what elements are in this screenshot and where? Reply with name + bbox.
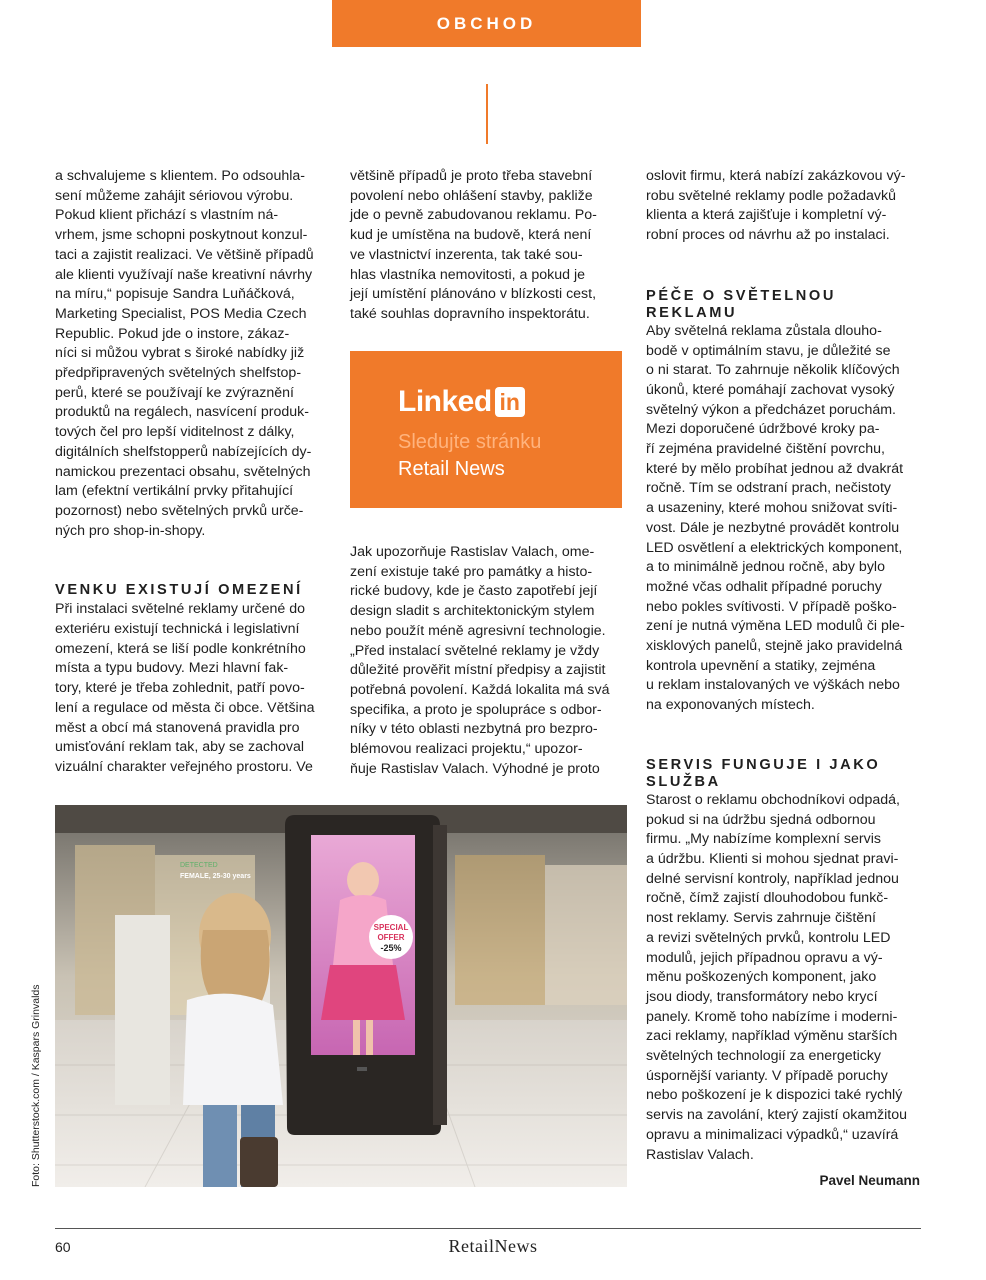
magazine-logo: RetailNews: [448, 1236, 538, 1256]
paragraph: Starost o reklamu obchodníkovi odpadá, pokud si na údržbu sjedná odbornou firmu. „My nabízíme komplexní servis a údržbu. Klienti si mohou sjednat pravi- delné servisní kontroly, například jednou ročně, čímž zajistí dlouhodobou funkč- nost reklamy. Servis zahrnuje čištění a revizi světelných prvků, kontrolu LED modulů, jejich případnou opravu a vý- měnu poškozených komponent, jako jsou diody, transformátory nebo krycí panely. Kromě toho nabízíme i moderni- zaci reklamy, například výměnu starších světelných technologií za energeticky úspornější varianty. V případě poruchy nebo poškození je k dispozici také rychlý servis na zavolání, který zajistí okamžitou opravu a minimalizaci výpadků,“ uzavírá Rastislav Valach.: [646, 791, 907, 1163]
paragraph: většině případů je proto třeba stavební povolení nebo ohlášení stavby, pakliže jde o pevně zabudovanou reklamu. Po- kud je umístěna na budově, která není ve vlastnictví inzerenta, tak také sou- hlas vlastníka nemovitosti, a pokud je její umístění plánováno v blízkosti cest, také souhlas dopravního inspektorátu.: [350, 168, 597, 322]
section-heading: SERVIS FUNGUJE I JAKO SLUŽBA: [646, 756, 881, 790]
badge-line-3: -25%: [380, 943, 402, 953]
detected-label: DETECTED: [180, 862, 218, 869]
linkedin-icon: in: [495, 387, 525, 417]
section-heading: VENKU EXISTUJÍ OMEZENÍ: [55, 582, 303, 599]
article-column-1: [55, 167, 335, 778]
linkedin-word: Linked: [398, 385, 492, 418]
photo-credit: Foto: Shutterstock.com / Kaspars Grinvalds: [30, 984, 42, 1187]
paragraph: Při instalaci světelné reklamy určené do exteriéru existují technická i legislativní omezení, která se liší podle konkrétního místa a typu budovy. Mezi hlavní fak- tory, které je třeba zohlednit, patří povo- lení a regulace od města či obce. Většina měst a obcí má stanovená pravidla pro umisťování reklam tak, aby se zachoval vizuální charakter veřejného prostoru. Ve: [55, 601, 315, 775]
section-banner: [332, 0, 641, 47]
paragraph: a schvalujeme s klientem. Po odsouhla- sení můžeme zahájit sériovou výrobu. Pokud klient přichází s vlastním ná- vrhem, jsme schopni poskytnout konzul- taci a zajistit realizaci. Ve většině případů ale klienti využívají naše kreativní návrhy na míru,“ popisuje Sandra Luňáčková, Marketing Specialist, POS Media Czech Republic. Pokud jde o instore, zákaz- níci si můžou vybrat s široké nabídky již předpřipravených světelných shelfstop- perů, které se používají ke zvýraznění produktů na regálech, nasvícení produk- tových čel pro lepší viditelnost z dálky, digitálních shelfstopperů nabízejících dy- namickou prezentaci obsahu, světelných lam (efektní vertikální prvky přitahující pozornost) nebo světelných prvků urče- ných pro shop-in-shopy.: [55, 168, 314, 539]
promo-follow-text: Sledujte stránku: [398, 431, 542, 453]
paragraph: Jak upozorňuje Rastislav Valach, ome- zení existuje také pro památky a histo- rické budovy, kde je často zapotřebí její design sladit s architektonickým stylem nebo použít méně agresivní technologie. „Před instalací světelné reklamy je vždy důležité prověřit místní předpisy a zajistit potřebná povolení. Každá lokalita má svá specifika, a proto je spolupráce s odbor- níky v této oblasti nezbytná pro bezpro- blémovou realizaci projektu,“ upozor- ňuje Rastislav Valach. Výhodné je proto: [350, 544, 610, 777]
page-number: 60: [55, 1239, 71, 1255]
paragraph: Aby světelná reklama zůstala dlouho- bodě v optimálním stavu, je důležité se o ni starat. To zahrnuje několik klíčových úkonů, které pomáhají zachovat vysoký světelný výkon a předcházet poruchám. Mezi doporučené údržbové kroky pa- ří zejména pravidelné čištění povrchu, které by mělo probíhat jednou až dvakrát ročně. Tím se odstraní prach, nečistoty a usazeniny, které mohou snižovat svíti- vost. Dále je nezbytné provádět kontrolu LED osvětlení a elektrických komponent, a to minimálně jednou ročně, aby bylo možné včas odhalit případné poruchy nebo pokles svítivosti. V případě poško- zení je nutná výměna LED modulů či ple- xisklových panelů, stejně jako pravidelná kontrola upevnění a statiky, zejména u reklam instalovaných ve výškách nebo na exponovaných místech.: [646, 322, 905, 714]
article-column-2: [350, 167, 630, 325]
section-heading: PÉČE O SVĚTELNOU REKLAMU: [646, 287, 836, 321]
badge-line-2: OFFER: [377, 933, 405, 942]
linkedin-promo[interactable]: [350, 351, 622, 508]
article-photo: [55, 805, 627, 1187]
footer-rule: [55, 1228, 921, 1229]
article-column-2-continued: [350, 543, 630, 779]
article-column-3: [646, 167, 926, 1165]
section-label: OBCHOD: [436, 13, 537, 33]
detected-value: FEMALE, 25-30 years: [180, 873, 251, 880]
divider-line: [486, 84, 488, 144]
paragraph: oslovit firmu, která nabízí zakázkovou vý- robu světelné reklamy podle požadavků klienta a která zajišťuje i kompletní vý- robní proces od návrhu až po instalaci.: [646, 168, 906, 244]
article-author: Pavel Neumann: [819, 1173, 920, 1188]
badge-line-1: SPECIAL: [373, 923, 409, 932]
linkedin-logo: [398, 385, 525, 419]
promo-page-name: Retail News: [398, 458, 505, 480]
